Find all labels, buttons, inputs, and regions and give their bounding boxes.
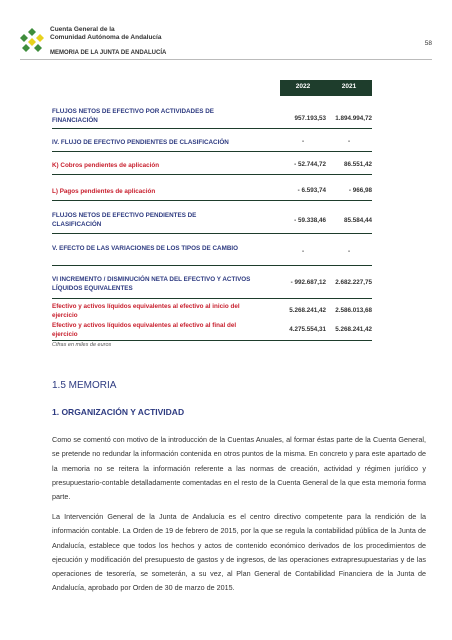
column-header-2022: 2022 — [295, 83, 311, 90]
org-name-line1: Cuenta General de la — [50, 26, 115, 33]
row-label: FLUJOS NETOS DE EFECTIVO PENDIENTES DE CLASIFICACIÓN — [52, 212, 197, 228]
value-2021: - — [347, 248, 351, 255]
table-header — [280, 80, 372, 96]
page-header — [20, 24, 432, 64]
value-2022: 957.193,53 — [294, 115, 326, 122]
value-2021: - 966,98 — [348, 187, 372, 194]
value-2021: 5.268.241,42 — [335, 326, 372, 333]
value-2022: - 59.338,46 — [294, 217, 326, 224]
row-label: K) Cobros pendientes de aplicación — [52, 162, 160, 169]
table-footnote: Cifras en miles de euros — [52, 342, 112, 348]
table-row — [52, 300, 372, 319]
table-row — [52, 207, 372, 234]
value-2022: 5.268.241,42 — [289, 307, 326, 314]
row-label: FLUJOS NETOS DE EFECTIVO POR ACTIVIDADES DE FINANCIACIÓN — [52, 108, 214, 124]
table-row — [52, 134, 372, 152]
row-label: L) Pagos pendientes de aplicación — [52, 188, 156, 195]
row-label: VI INCREMENTO / DISMINUCIÓN NETA DEL EFECTIVO Y ACTIVOS LÍQUIDOS EQUIVALENTES — [52, 276, 251, 292]
page-number: 58 — [424, 40, 432, 47]
value-2021: - — [347, 138, 351, 145]
org-name-line2: Comunidad Autónoma de Andalucía — [50, 34, 162, 41]
value-2022: - 992.687,12 — [290, 279, 326, 286]
paragraph-intro: Como se comentó con motivo de la introducción de la Cuentas Anuales, al formar éstas parte de la Cuenta General, se pretende no redundar la información contenida en otros puntos de la misma. En concreto y para este apartado de la memoria no se reitera la información referente a las normas de creación, actividad y régimen jurídico y presupuestario-contable detalladamente comentadas en el resto de la Cuenta General de la que esta memoria forma parte. — [52, 435, 426, 502]
value-2021: 1.894.994,72 — [335, 115, 372, 122]
table-row — [52, 103, 372, 129]
value-2022: - — [301, 138, 305, 145]
table-row — [52, 240, 372, 266]
table-row — [52, 271, 372, 299]
subsection-heading: 1. ORGANIZACIÓN Y ACTIVIDAD — [52, 407, 185, 417]
table-row — [52, 157, 372, 175]
table-row — [52, 320, 372, 341]
table-row — [52, 183, 372, 201]
value-2022: - 6.593,74 — [297, 187, 326, 194]
section-heading: 1.5 MEMORIA — [52, 380, 117, 391]
row-label: Efectivo y activos líquidos equivalentes al efectivo al final del ejercicio — [52, 322, 237, 338]
header-divider — [20, 59, 432, 60]
row-label: Efectivo y activos líquidos equivalentes al efectivo al inicio del ejercicio — [52, 303, 240, 319]
value-2022: - — [301, 248, 305, 255]
row-label: IV. FLUJO DE EFECTIVO PENDIENTES DE CLASIFICACIÓN — [52, 139, 229, 146]
row-label: V. EFECTO DE LAS VARIACIONES DE LOS TIPOS DE CAMBIO — [52, 245, 239, 252]
value-2021: 86.551,42 — [343, 161, 372, 168]
value-2022: 4.275.554,31 — [289, 326, 326, 333]
value-2022: - 52.744,72 — [294, 161, 326, 168]
value-2021: 2.682.227,75 — [335, 279, 372, 286]
column-header-2021: 2021 — [341, 83, 357, 90]
paragraph-intervencion: La Intervención General de la Junta de Andalucía es el centro directivo competente para la rendición de la información contable. La Orden de 19 de febrero de 2015, por la que se regula la contabilidad pública de la Junta de Andalucía, establece que todos los hechos y actos de contenido económico derivados de los procedimientos de ejecución y modificación del presupuesto de gastos y de ingresos, de las operaciones extrapresupuestarias y de las operaciones de tesorería, se someterán, a su vez, al Plan General de Contabilidad Financiera de la Junta de Andalucía, aprobado por Orden de 30 de marzo de 2015. — [52, 512, 426, 593]
value-2021: 85.584,44 — [343, 217, 372, 224]
junta-andalucia-logo — [20, 26, 44, 52]
value-2021: 2.586.013,68 — [335, 307, 372, 314]
document-section-title: MEMORIA DE LA JUNTA DE ANDALUCÍA — [50, 50, 167, 56]
